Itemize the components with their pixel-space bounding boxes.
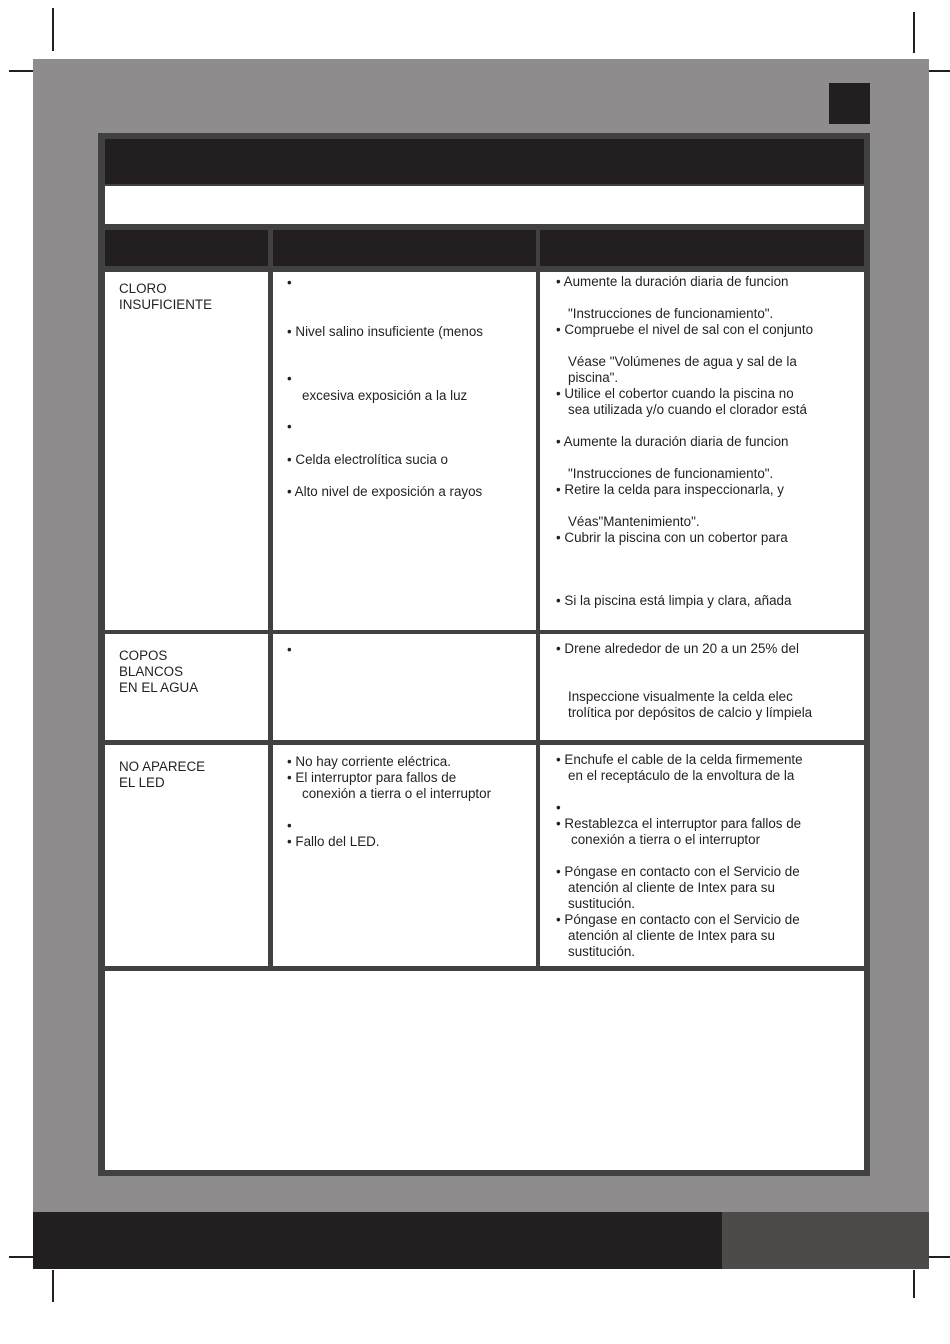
problem-text: NO APARECE: [119, 759, 206, 774]
solution-item: • Drene alrededor de un 20 a un 25% del: [556, 641, 799, 656]
crop-mark: [52, 8, 54, 51]
solution-item: • Si la piscina está limpia y clara, añada: [556, 593, 792, 608]
row-2-causes: [273, 634, 536, 740]
solution-item: "Instrucciones de funcionamiento".: [568, 306, 774, 321]
row-3-solutions: [540, 745, 864, 966]
title-bar: [105, 139, 864, 184]
row-2-problem: [105, 634, 268, 740]
solution-item: sea utilizada y/o cuando el clorador está: [568, 402, 807, 417]
cause-item: • Nivel salino insuficiente (menos: [287, 324, 483, 339]
problem-text: COPOS: [119, 648, 168, 663]
solution-item: piscina".: [568, 370, 619, 385]
solution-item: •: [556, 800, 561, 815]
crop-mark: [52, 1270, 54, 1302]
row-1-causes: [273, 272, 536, 630]
cause-item: •: [287, 818, 292, 833]
footer-bar: [33, 1212, 722, 1269]
crop-mark: [913, 12, 915, 53]
cause-item: conexión a tierra o el interruptor: [302, 786, 492, 801]
cause-item: • El interruptor para fallos de: [287, 770, 457, 785]
row-2-solutions: [540, 634, 864, 740]
header-solution: [540, 230, 864, 266]
cause-item: • Fallo del LED.: [287, 834, 380, 849]
row-3-problem: [105, 745, 268, 966]
solution-item: • Compruebe el nivel de sal con el conjunto: [556, 322, 814, 337]
solution-item: trolítica por depósitos de calcio y límpiela: [568, 705, 813, 720]
row-1-solutions: [540, 272, 864, 630]
row-3-causes: [273, 745, 536, 966]
cause-item: • Celda electrolítica sucia o: [287, 452, 448, 467]
subtitle-box: [105, 186, 864, 224]
cause-item: • Alto nivel de exposición a rayos: [287, 484, 483, 499]
cause-item: •: [287, 371, 292, 386]
problem-text: EL LED: [119, 775, 165, 790]
solution-item: Véas"Mantenimiento".: [568, 514, 700, 529]
cause-item: •: [287, 642, 292, 657]
solution-item: • Aumente la duración diaria de funcion: [556, 434, 789, 449]
solution-item: • Enchufe el cable de la celda firmemente: [556, 752, 803, 767]
cause-item: •: [287, 275, 292, 290]
solution-item: • Póngase en contacto con el Servicio de: [556, 912, 800, 927]
problem-text: CLORO: [119, 281, 167, 296]
cause-item: • No hay corriente eléctrica.: [287, 754, 451, 769]
solution-item: Inspeccione visualmente la celda elec: [568, 689, 793, 704]
solution-item: • Utilice el cobertor cuando la piscina no: [556, 386, 794, 401]
header-cause: [273, 230, 536, 266]
notes-box: [105, 971, 864, 1170]
solution-item: sustitución.: [568, 896, 635, 911]
problem-text: BLANCOS: [119, 664, 183, 679]
solution-item: Véase "Volúmenes de agua y sal de la: [568, 354, 797, 369]
solution-item: • Retire la celda para inspeccionarla, y: [556, 482, 784, 497]
solution-item: atención al cliente de Intex para su: [568, 928, 775, 943]
problem-text: INSUFICIENTE: [119, 297, 212, 312]
cause-item: excesiva exposición a la luz: [302, 388, 468, 403]
solution-item: atención al cliente de Intex para su: [568, 880, 775, 895]
solution-item: • Restablezca el interruptor para fallos de: [556, 816, 802, 831]
solution-item: conexión a tierra o el interruptor: [571, 832, 761, 847]
problem-text: EN EL AGUA: [119, 680, 199, 695]
solution-item: • Póngase en contacto con el Servicio de: [556, 864, 800, 879]
solution-item: sustitución.: [568, 944, 635, 959]
cause-item: •: [287, 419, 292, 434]
row-1-problem: [105, 272, 268, 630]
solution-item: en el receptáculo de la envoltura de la: [568, 768, 795, 783]
crop-mark: [913, 1270, 915, 1298]
header-problem: [105, 230, 268, 266]
page-tab-marker: [829, 83, 870, 124]
footer-page-box: [722, 1212, 929, 1269]
solution-item: • Aumente la duración diaria de funcion: [556, 274, 789, 289]
solution-item: • Cubrir la piscina con un cobertor para: [556, 530, 788, 545]
solution-item: "Instrucciones de funcionamiento".: [568, 466, 774, 481]
